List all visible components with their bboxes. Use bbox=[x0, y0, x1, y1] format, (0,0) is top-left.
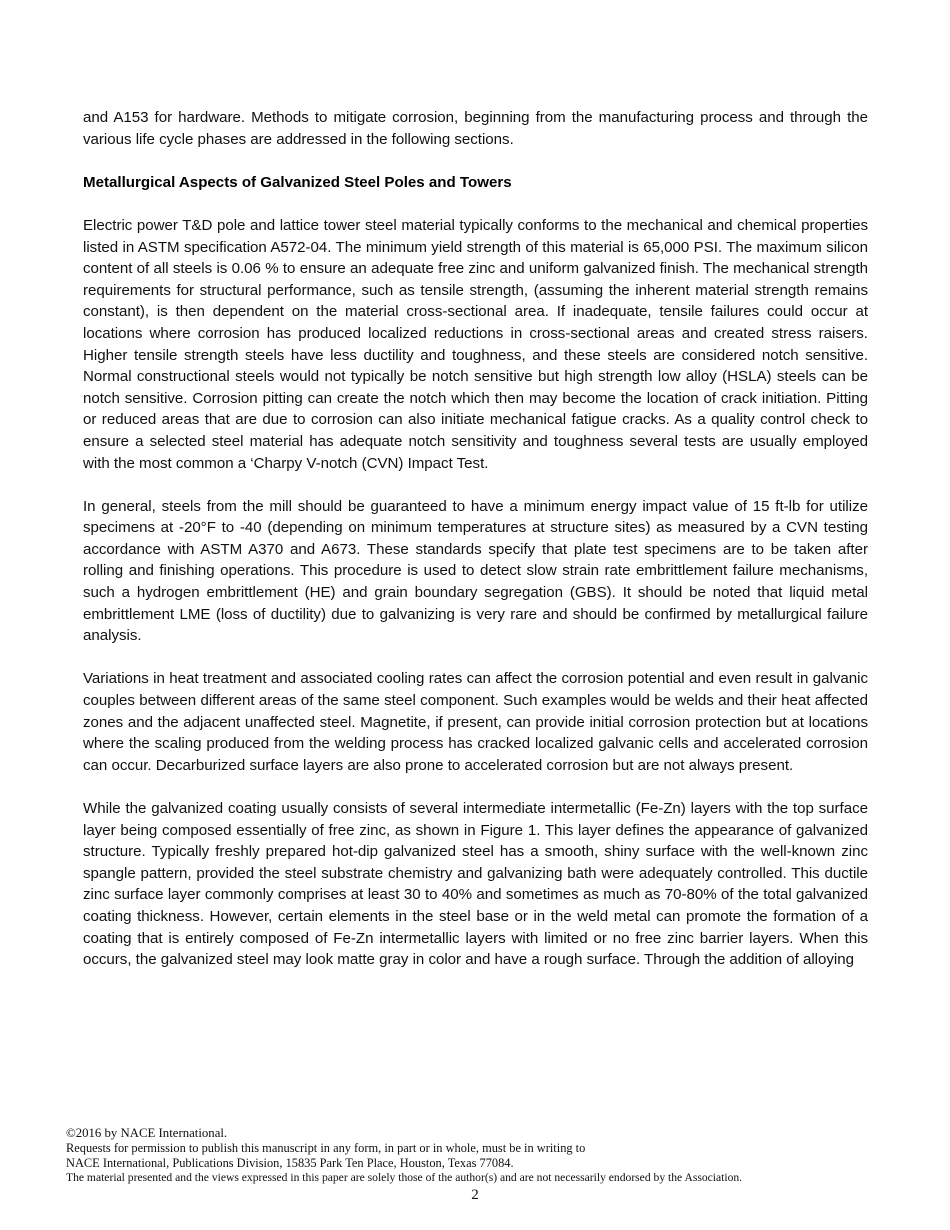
paragraph-spacer bbox=[83, 474, 868, 496]
footer-disclaimer-line: The material presented and the views expressed in this paper are solely those of the author(s) and are not necessarily endorsed by the Association. bbox=[66, 1170, 743, 1184]
paragraph-steel-material-properties: Electric power T&D pole and lattice tower steel material typically conforms to the mechanical and chemical properties listed in ASTM specification A572-04. The minimum yield strength of this material is 65,000 PSI. The maximum silicon content of all steels is 0.06 % to ensure an adequate free zinc and uniform galvanized finish. The mechanical strength requirements for structural performance, such as tensile strength, (assuming the inherent material strength remains constant), is then dependent on the material cross-sectional area. If inadequate, tensile failures could occur at locations where corrosion has produced localized reductions in cross-sectional areas and created stress raisers. Higher tensile strength steels have less ductility and toughness, and these steels are considered notch sensitive. Normal constructional steels would not typically be notch sensitive but high strength low alloy (HSLA) steels can be notch sensitive. Corrosion pitting can create the notch which then may become the location of crack initiation. Pitting or reduced areas that are due to corrosion can also initiate mechanical fatigue cracks. As a quality control check to ensure a selected steel material has adequate notch sensitivity and toughness several tests are usually employed with the most common a ‘Charpy V-notch (CVN) Impact Test. bbox=[83, 216, 868, 472]
page-content bbox=[83, 107, 868, 971]
footer-permission-line: Requests for permission to publish this manuscript in any form, in part or in whole, must be in writing to bbox=[66, 1141, 586, 1156]
paragraph-galvanized-coating: While the galvanized coating usually consists of several intermediate intermetallic (Fe-Zn) layers with the top surface layer being composed essentially of free zinc, as shown in Figure 1. This layer defines the appearance of galvanized structure. Typically freshly prepared hot-dip galvanized steel has a smooth, shiny surface with the well-known zinc spangle pattern, provided the steel substrate chemistry and galvanizing bath were adequately controlled. This ductile zinc surface layer commonly comprises at least 30 to 40% and sometimes as much as 70-80% of the total galvanized coating thickness. However, certain elements in the steel base or in the weld metal can promote the formation of a coating that is entirely composed of Fe-Zn intermetallic layers with limited or no free zinc barrier layers. When this occurs, the galvanized steel may look matte gray in color and have a rough surface. Through the addition of alloying bbox=[83, 800, 868, 969]
paragraph-spacer bbox=[83, 647, 868, 669]
paragraph-spacer bbox=[83, 150, 868, 172]
paragraph-impact-testing: In general, steels from the mill should be guaranteed to have a minimum energy impact value of 15 ft-lb for utilize specimens at -20°F to -40 (depending on minimum temperatures at structure sites) as measured by a CVN testing accordance with ASTM A370 and A673. These standards specify that plate test specimens are to be taken after rolling and finishing operations. This procedure is used to detect slow strain rate embrittlement failure mechanisms, such a hydrogen embrittlement (HE) and grain boundary segregation (GBS). It should be noted that liquid metal embrittlement LME (loss of ductility) due to galvanizing is very rare and should be confirmed by metallurgical failure analysis. bbox=[83, 497, 868, 645]
paragraph-spacer bbox=[83, 776, 868, 798]
paragraph-continuation: and A153 for hardware. Methods to mitigate corrosion, beginning from the manufacturing process and through the various life cycle phases are addressed in the following sections. bbox=[83, 109, 868, 148]
paragraph-spacer bbox=[83, 193, 868, 215]
paragraph-heat-treatment: Variations in heat treatment and associated cooling rates can affect the corrosion potential and even result in galvanic couples between different areas of the same steel component. Such examples would be welds and their heat affected zones and the adjacent unaffected steel. Magnetite, if present, can provide initial corrosion protection but at locations where the scaling produced from the welding process has cracked localized galvanic cells and accelerated corrosion can occur. Decarburized surface layers are also prone to accelerated corrosion but are not always present. bbox=[83, 670, 868, 774]
page-number: 2 bbox=[471, 1187, 479, 1203]
footer-copyright-line: ©2016 by NACE International. bbox=[66, 1126, 228, 1140]
section-heading-metallurgical-aspects: Metallurgical Aspects of Galvanized Steel Poles and Towers bbox=[83, 173, 512, 191]
copyright-footer bbox=[66, 1126, 856, 1185]
footer-address-line: NACE International, Publications Division, 15835 Park Ten Place, Houston, Texas 77084. bbox=[66, 1156, 514, 1170]
